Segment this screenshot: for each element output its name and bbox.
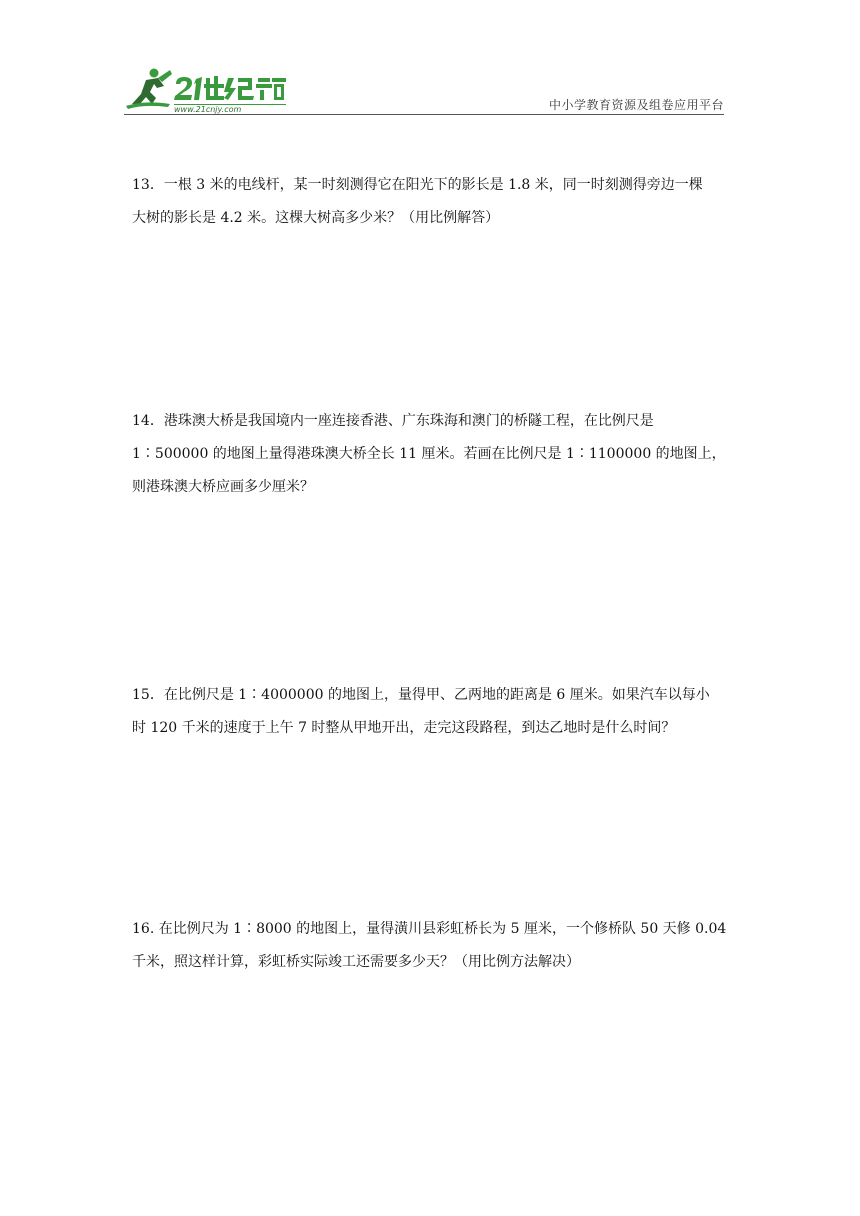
question-14-line-1: 14．港珠澳大桥是我国境内一座连接香港、广东珠海和澳门的桥隧工程，在比例尺是	[132, 413, 654, 429]
question-13	[132, 169, 732, 235]
runner-icon	[126, 69, 172, 110]
question-15-line-2: 时 120 千米的速度于上午 7 时整从甲地开出，走完这段路程，到达乙地时是什么时间？	[132, 720, 676, 736]
question-13-line-2: 大树的影长是 4.2 米。这棵大树高多少米？（用比例解答）	[132, 210, 500, 226]
logo-wordmark	[174, 76, 286, 100]
question-14	[132, 405, 732, 504]
header-divider	[124, 114, 724, 115]
question-16-line-1: 16. 在比例尺为 1∶8000 的地图上，量得潢川县彩虹桥长为 5 厘米，一个修桥队 50 天修 0.04	[132, 921, 727, 937]
platform-caption: 中小学教育资源及组卷应用平台	[548, 98, 724, 112]
question-15-line-1: 15．在比例尺是 1∶4000000 的地图上，量得甲、乙两地的距离是 6 厘米。如果汽车以每小	[132, 687, 710, 703]
question-13-line-1: 13．一根 3 米的电线杆，某一时刻测得它在阳光下的影长是 1.8 米，同一时刻测得旁边一棵	[132, 177, 703, 193]
question-16	[132, 913, 732, 979]
page-header	[124, 64, 724, 116]
question-15	[132, 679, 732, 745]
question-14-line-3: 则港珠澳大桥应画多少厘米？	[132, 479, 314, 495]
question-16-line-2: 千米，照这样计算，彩虹桥实际竣工还需要多少天？（用比例方法解决）	[132, 954, 580, 970]
logo-21cnjy	[124, 64, 294, 114]
question-14-line-2: 1∶500000 的地图上量得港珠澳大桥全长 11 厘米。若画在比例尺是 1∶1100000 的地图上，	[132, 446, 726, 462]
logo-url: www.21cnjy.com	[174, 105, 242, 114]
